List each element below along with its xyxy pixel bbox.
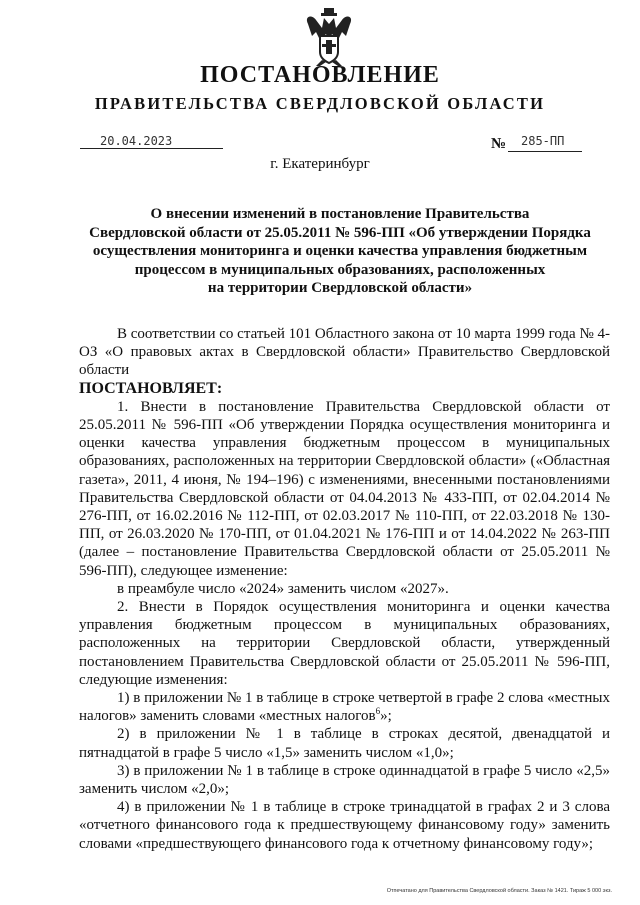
paragraph-1: 1. Внести в постановление Правительства Свердловской области от 25.05.2011 № 596-ПП «Об утверждении Порядка осуществления мониторинга и оценки качества управления бюджетным процессом в муниципальных образованиях, расположенных на территории Свердловской области» («Областная газета», 2011, 4 июня, № 194–196) с изменениями, внесенными постановлениями Правительства Свердловской области от 04.04.2013 № 433-ПП, от 02.04.2014 № 276-ПП, от 16.02.2016 № 112-ПП, от 02.03.2017 № 110-ПП, от 22.03.2018 № 130-ПП, от 26.03.2020 № 170-ПП, от 01.04.2021 № 176-ПП и от 14.04.2022 № 263-ПП (далее – постановление Правительства Свердловской области от 25.05.2011 № 596-ПП), следующее изменение: xyxy=(79,398,610,579)
paragraph-1-change: в преамбуле число «2024» заменить числом «2027». xyxy=(117,580,449,597)
resolves-heading xyxy=(79,380,610,398)
number-sign: № xyxy=(491,136,507,152)
issuing-authority-heading: ПРАВИТЕЛЬСТВА СВЕРДЛОВСКОЙ ОБЛАСТИ xyxy=(94,94,546,113)
document-title: О внесении изменений в постановление Правительства Свердловской области от 25.05.2011 № 596-ПП «Об утверждении Порядка осуществления мониторинга и оценки качества управления бюджетным процессом в муниципальных образованиях, расположенных на территории Свердловской области» xyxy=(89,206,591,296)
document-type-heading: ПОСТАНОВЛЕНИЕ xyxy=(200,62,440,88)
list-item xyxy=(79,689,610,725)
document-date: 20.04.2023 xyxy=(100,134,173,148)
document-number: 285-ПП xyxy=(521,134,565,148)
document-body xyxy=(79,325,610,853)
paragraph-2: 2. Внести в Порядок осуществления мониторинга и оценки качества управления бюджетным процессом в муниципальных образованиях, расположенных на территории Свердловской области, утвержденный постановлением Правительства Свердловской области от 25.05.2011 № 596-ПП, следующие изменения: xyxy=(79,599,610,688)
list-item-1-text: 1) в приложении № 1 в таблице в строке четвертой в графе 2 слова «местных налогов» заменить словами «местных налогов xyxy=(79,690,610,725)
date-underline xyxy=(80,148,223,149)
number-underline xyxy=(508,151,582,152)
footnote-marker: 6 xyxy=(375,706,381,717)
city: г. Екатеринбург xyxy=(270,156,370,172)
list-item: 2) в приложении № 1 в таблице в строках десятой, двенадцатой и пятнадцатой в графе 5 число «1,5» заменить числом «1,0»; xyxy=(79,726,610,761)
preamble-paragraph: В соответствии со статьей 101 Областного закона от 10 марта 1999 года № 4-ОЗ «О правовых актах в Свердловской области» Правительство Свердловской области xyxy=(79,326,611,379)
list-item: 4) в приложении № 1 в таблице в строке тринадцатой в графах 2 и 3 слова «отчетного финансового года к предшествующему финансовому году» заменить словами «предшествующего финансового года к отчетному финансовому году»; xyxy=(79,799,610,852)
print-footer: Отпечатано для Правительства Свердловской области. Заказ № 1421. Тираж 5 000 экз. xyxy=(386,888,612,894)
resolves-label: ПОСТАНОВЛЯЕТ: xyxy=(79,379,223,397)
list-item-1-end: »; xyxy=(380,708,392,725)
coat-of-arms-icon xyxy=(302,6,356,68)
list-item: 3) в приложении № 1 в таблице в строке одиннадцатой в графе 5 число «2,5» заменить числом «2,0»; xyxy=(79,762,610,798)
